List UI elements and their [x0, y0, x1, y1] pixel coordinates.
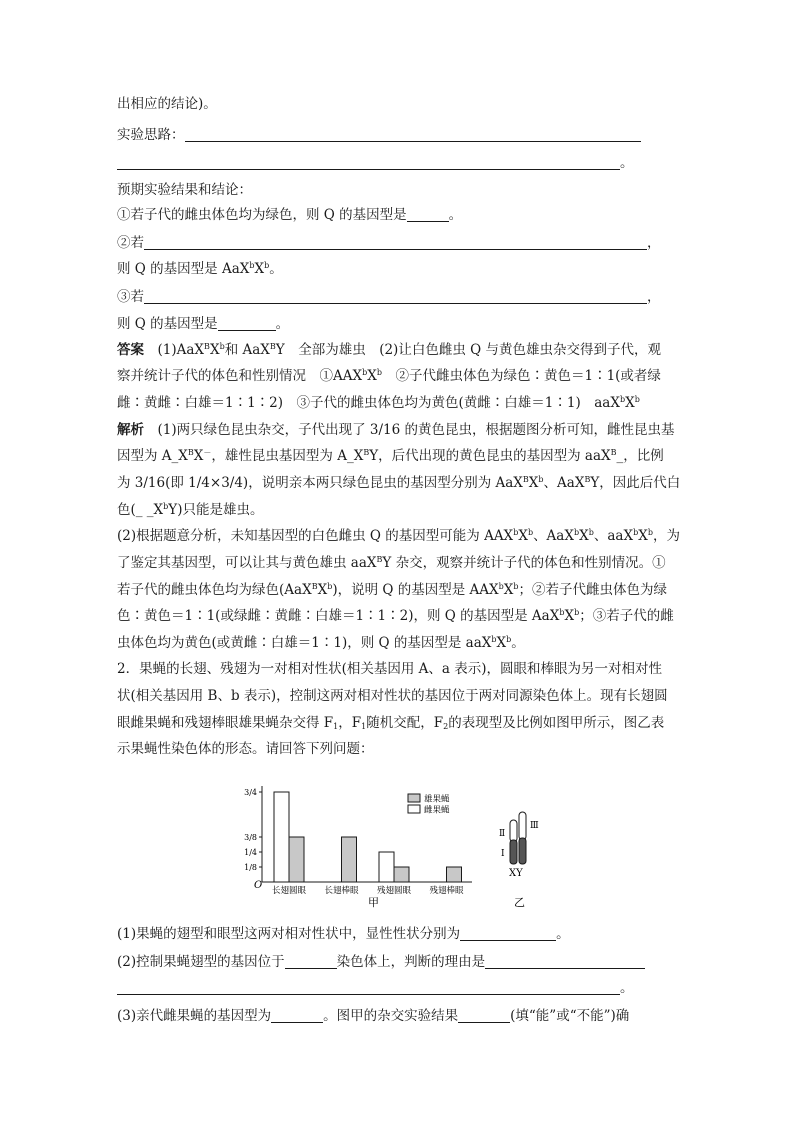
answer-line: 察并统计子代的体色和性别情况 $①AAX^bX^b$ ②子代雌虫体色为绿色∶黄色＝1∶1(或者绿: [117, 368, 661, 384]
text-line: ②若 ，: [117, 235, 661, 251]
y-chromosome-lower: [519, 838, 526, 864]
question-line: 眼雌果蝇和残翅棒眼雄果蝇杂交得 $F_1$，$F_1$随机交配，$F_2$的表现型及比例如图甲所示，图乙表: [117, 715, 665, 731]
chrom-label-ii: Ⅱ: [499, 829, 506, 839]
chrom-xy-label: XY: [509, 868, 523, 879]
answer-line: 雌∶黄雌∶白雄＝1∶1∶2) ③子代的雌虫体色均为黄色(黄雌∶白雄＝1∶1) $aaX^bX^b$: [117, 395, 640, 411]
analysis-label: 解析: [117, 422, 144, 438]
chart-y-tick-label: 1/4: [244, 848, 257, 857]
chart-bar-male: [342, 837, 357, 882]
chart-category-label: 残翅棒眼: [429, 886, 464, 896]
text-line: 预期实验结果和结论：: [117, 182, 252, 198]
chart-category-label: 残翅圆眼: [376, 886, 412, 896]
analysis-line: 了鉴定其基因型，可以让其与黄色雄虫 aaX$^B$Y 杂交，观察并统计子代的体色和性别情况。①: [117, 555, 666, 571]
answer-blank[interactable]: [144, 235, 647, 250]
chart-y-tick-label: 3/4: [244, 788, 257, 797]
text-line: ③若 ，: [117, 289, 661, 305]
analysis-line: 为 3/16(即 1/4×3/4)，说明亲本两只绿色昆虫的基因型分别为 $AaX^BX^b$、AaX$^B$Y，因此后代白: [117, 475, 681, 491]
chrom-label-i: Ⅰ: [501, 849, 505, 859]
text-line: ①若子代的雌虫体色均为绿色，则 Q 的基因型是 。: [117, 207, 463, 223]
chart-bar-female: [379, 852, 394, 882]
chart-legend-label: 雄果蝇: [424, 794, 450, 805]
text-line: 实验思路：: [117, 126, 641, 144]
figure-label-yi: 乙: [514, 896, 525, 909]
question-line: (1)果蝇的翅型和眼型这两对相对性状中，显性性状分别为 。: [117, 926, 570, 942]
chrom-label-iii: Ⅲ: [530, 821, 539, 831]
question-line: (2)控制果蝇翅型的基因位于 染色体上，判断的理由是: [117, 953, 645, 971]
question-line: 。: [117, 979, 634, 997]
question-line: (3)亲代雌果蝇的基因型为 。图甲的杂交实验结果 (填“能”或“不能”)确: [117, 1008, 630, 1024]
answer-blank[interactable]: [460, 926, 556, 941]
chart-legend-label: 雌果蝇: [424, 805, 450, 816]
analysis-line: (2)根据题意分析，未知基因型的白色雌虫 Q 的基因型可能为 $AAX^bX^b$、$AaX^bX^b$、$aaX^bX^b$，为: [117, 528, 680, 544]
y-chromosome-upper: [519, 812, 526, 840]
answer-blank[interactable]: [185, 127, 641, 142]
figure-jia-bar-chart: [240, 780, 480, 910]
answer-blank[interactable]: [117, 155, 620, 170]
answer-blank[interactable]: [271, 1008, 323, 1023]
answer-blank[interactable]: [144, 289, 647, 304]
chart-bar-male: [447, 867, 462, 882]
figure-yi-chromosomes: [490, 790, 550, 910]
text-line: 出相应的结论)。: [117, 96, 217, 112]
answer-blank[interactable]: [218, 316, 276, 331]
chart-legend-swatch: [408, 794, 420, 802]
analysis-line: 虫体色均为黄色(或黄雌∶白雄＝1∶1)，则 Q 的基因型是 $aaX^bX^b$。: [117, 635, 525, 651]
chart-y-tick-label: 3/8: [244, 833, 257, 842]
analysis-line: 色∶黄色＝1∶1(或绿雌∶黄雌∶白雄＝1∶1∶2)，则 Q 的基因型是 $AaX^bX^b$；③若子代的雌: [117, 608, 674, 624]
text-line: 则 Q 的基因型是 $AaX^bX^b$。: [117, 261, 283, 277]
x-chromosome-upper: [510, 820, 517, 842]
analysis-line: 色(_ $\_X^bY$)只能是雄虫。: [117, 502, 264, 518]
answer-blank[interactable]: [485, 954, 645, 969]
answer-blank[interactable]: [117, 980, 620, 995]
chart-bar-female: [274, 792, 289, 882]
text-line: 。: [117, 154, 634, 172]
analysis-line: 若子代的雌虫体色均为绿色$(AaX^BX^b)$，说明 Q 的基因型是 $AAX^bX^b$；②若子代雌虫体色为绿: [117, 582, 668, 598]
chart-y-tick-label: 1/8: [244, 863, 257, 872]
x-chromosome-lower: [510, 840, 517, 864]
question-line: 状(相关基因用 B、b 表示)，控制这两对相对性状的基因位于两对同源染色体上。现有长翅圆: [117, 688, 668, 704]
chart-bar-male: [394, 867, 409, 882]
analysis-line: 解析 (1)两只绿色昆虫杂交，子代出现了 3/16 的黄色昆虫，根据题图分析可知，雌性昆虫基: [117, 422, 675, 438]
analysis-line: 因型为 $A\_X^BX^-$，雄性昆虫基因型为 $A\_X^BY$，后代出现的黄色昆虫的基因型为 aaX$^B$_，比例: [117, 448, 664, 464]
answer-blank[interactable]: [285, 954, 337, 969]
chart-origin-label: O: [254, 880, 263, 891]
answer-line: 答案 $(1)AaX^BX^b$和 AaX$^B$Y 全部为雄虫 (2)让白色雌虫 Q 与黄色雄虫杂交得到子代，观: [117, 342, 661, 358]
answer-blank[interactable]: [458, 1008, 510, 1023]
answer-blank[interactable]: [407, 207, 449, 222]
chart-category-label: 长翅圆眼: [271, 886, 307, 896]
figure-label-jia: 甲: [368, 896, 379, 909]
chart-bar-male: [289, 837, 304, 882]
chart-category-label: 长翅棒眼: [324, 886, 359, 896]
chart-legend-swatch: [408, 805, 420, 813]
answer-label: 答案: [117, 342, 144, 358]
text-line: 则 Q 的基因型是 。: [117, 316, 290, 332]
question-line: 示果蝇性染色体的形态。请回答下列问题：: [117, 741, 374, 757]
question-line: 2．果蝇的长翅、残翅为一对相对性状(相关基因用 A、a 表示)，圆眼和棒眼为另一对相对性: [117, 661, 663, 677]
